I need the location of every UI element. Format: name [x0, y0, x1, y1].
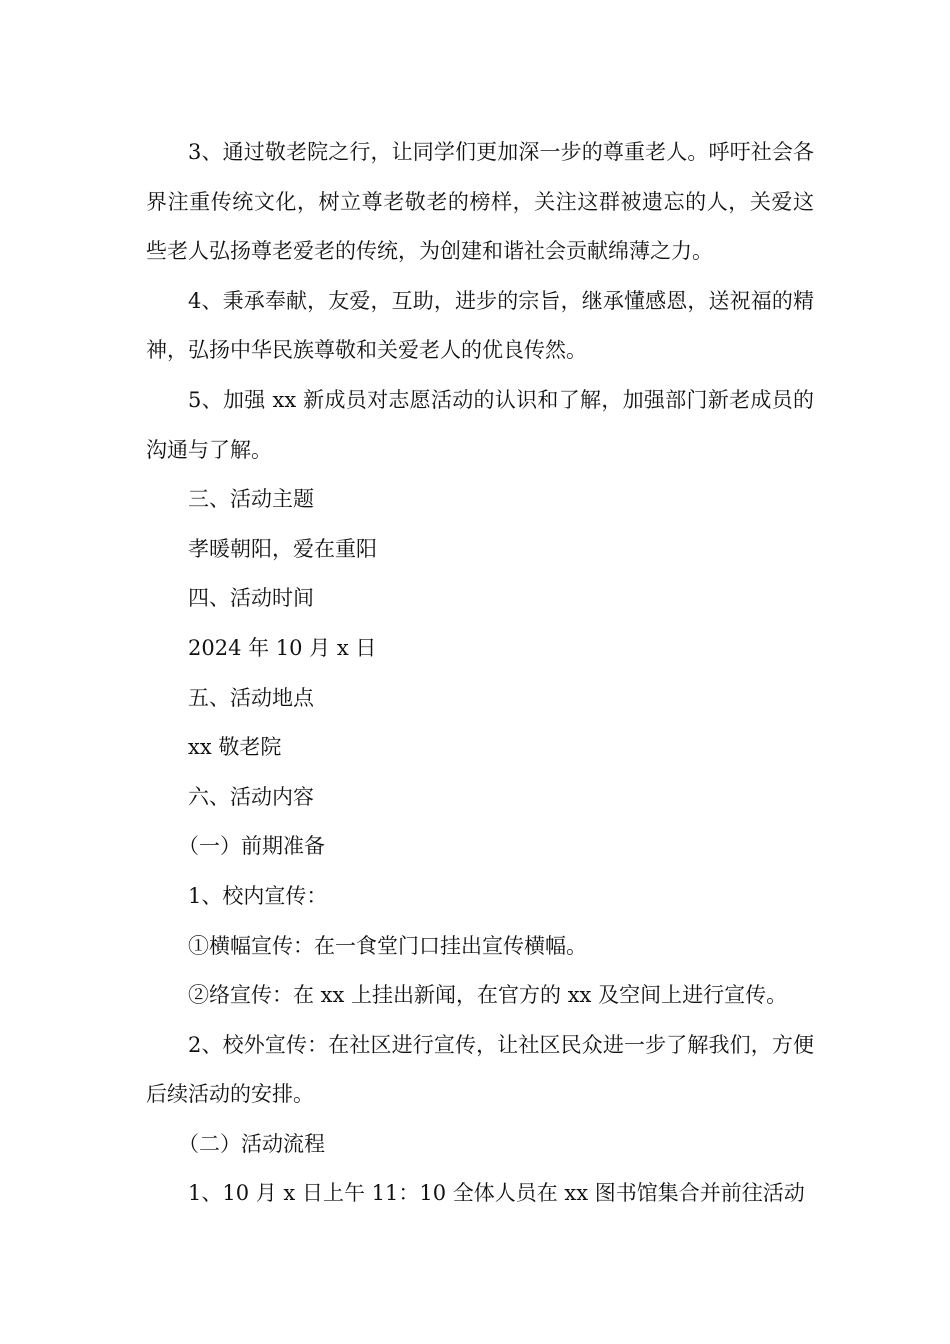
activity-theme-text: 孝暖朝阳，爱在重阳	[188, 536, 377, 561]
paragraph-purpose-4: 4、秉承奉献，友爱，互助，进步的宗旨，继承懂感恩，送祝福的精神，弘扬中华民族尊敬和关爱老人的优良传然。	[146, 288, 814, 363]
paragraph-purpose-3: 3、通过敬老院之行，让同学们更加深一步的尊重老人。呼吁社会各界注重传统文化，树立尊老敬老的榜样，关注这群被遗忘的人，关爱这些老人弘扬尊老爱老的传统，为创建和谐社会贡献绵薄之力。	[146, 140, 814, 264]
item-process-step-1: 1、10 月 x 日上午 11：10 全体人员在 xx 图书馆集合并前往活动	[188, 1181, 805, 1206]
paragraph-purpose-5: 5、加强 xx 新成员对志愿活动的认识和了解，加强部门新老成员的沟通与了解。	[146, 387, 814, 462]
activity-location-text: xx 敬老院	[188, 735, 282, 760]
heading-activity-location: 五、活动地点	[188, 685, 314, 710]
subheading-preparation: （一）前期准备	[178, 834, 325, 859]
item-campus-promotion: 1、校内宣传：	[188, 883, 328, 908]
heading-activity-content: 六、活动内容	[188, 784, 314, 809]
item-offcampus-promotion: 2、校外宣传：在社区进行宣传，让社区民众进一步了解我们，方便后续活动的安排。	[146, 1032, 814, 1107]
subheading-activity-process: （二）活动流程	[178, 1131, 325, 1156]
heading-activity-theme: 三、活动主题	[188, 487, 314, 512]
item-online-promotion: ②络宣传：在 xx 上挂出新闻，在官方的 xx 及空间上进行宣传。	[188, 983, 788, 1008]
item-banner-promotion: ①横幅宣传：在一食堂门口挂出宣传横幅。	[188, 933, 587, 958]
activity-time-text: 2024 年 10 月 x 日	[188, 635, 377, 660]
document-body	[146, 128, 814, 1219]
heading-activity-time: 四、活动时间	[188, 586, 314, 611]
